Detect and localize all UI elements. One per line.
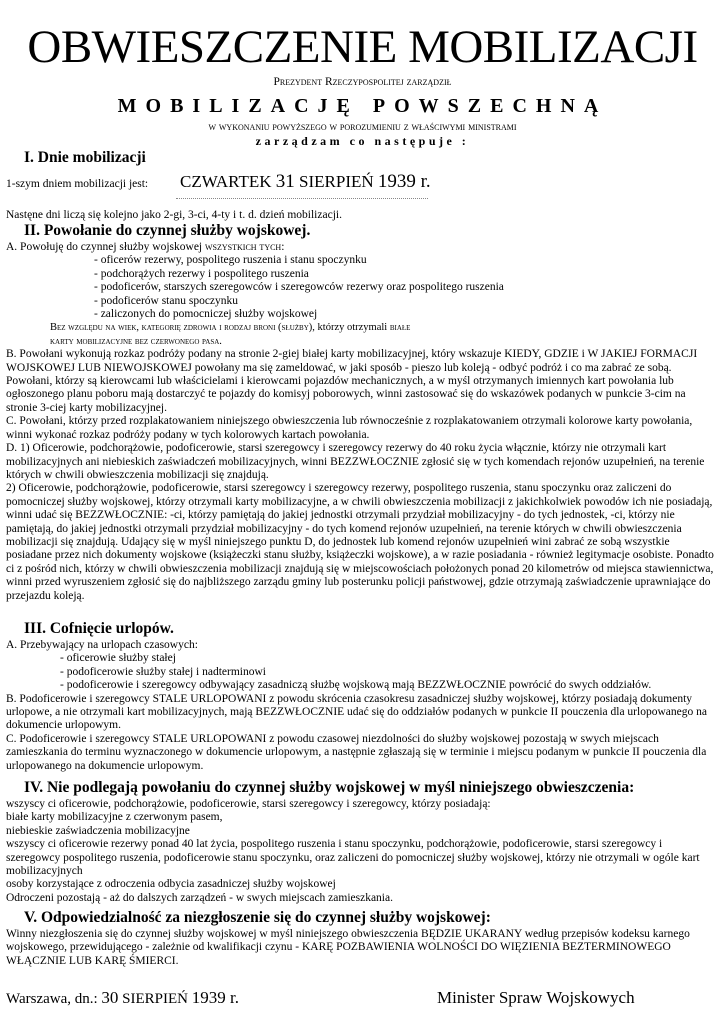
- section4-heading: IV. Nie podlegają powołaniu do czynnej służby wojskowej w myśl niniejszego obwieszczenia:: [24, 779, 635, 796]
- section2-a-note-2: karty mobilizacyjne bez czerwonego pasa.: [50, 335, 222, 347]
- section4-line: wszyscy ci oficerowie rezerwy ponad 40 lat życia, pospolitego ruszenia i stanu spoczynku, podchorążowie, podoficerowie, starsi szeregowcy i szeregowcy pospolitego ruszenia, podoficerowie stanu spoczynku, oraz zaliczeni do pomocniczej służby wojskowej, którzy nie otrzymali w ogóle kart mobilizacyjnych: [6, 838, 700, 878]
- footer-place: Warszawa, dn.:: [6, 991, 102, 1007]
- section3-heading: III. Cofnięcie urlopów.: [24, 620, 174, 637]
- section3-a-intro: A. Przebywający na urlopach czasowych:: [6, 639, 198, 651]
- footer-signature: Minister Spraw Wojskowych: [437, 988, 635, 1007]
- section2-b: B. Powołani wykonują rozkaz podróży podany na stronie 2-giej białej karty mobilizacyjnej, który wskazuje KIEDY, GDZIE i W JAKIEJ FORMACJI WOJSKOWEJ LUB NIEWOJSKOWEJ powołany ma się zameldować, w jaki sposób - pieszo lub koleją - odbyć podróż i co ma zabrać ze sobą. Powołani, którzy są kierowcami lub właścicielami i kierowcami pojazdów mechanicznych, a w myśl otrzymanych imiennych kart powołania lub ogłoszonego planu poboru mają dostarczyć te pojazdy do komisyj poborowych, winni zastosować się do wskazówek podanych w punkcie 3-cim na stronie 3-ciej karty mobilizacyjnej.: [6, 348, 698, 414]
- section2-a-note: Bez względu na wiek, kategorię zdrowia i rodzaj broni (służby), którzy otrzymali białe: [50, 322, 411, 334]
- section2-heading: II. Powołanie do czynnej służby wojskowej.: [24, 222, 311, 239]
- list-item: - zaliczonych do pomocniczej służby wojskowej: [94, 308, 318, 321]
- section4-line: niebieskie zaświadczenia mobilizacyjne: [6, 824, 190, 837]
- section1-heading: I. Dnie mobilizacji: [24, 149, 146, 166]
- list-item: - podoficerowie i szeregowcy odbywający zasadniczą służbę wojskową mają BEZZWŁOCZNIE powrócić do swych oddziałów.: [60, 679, 652, 692]
- poster-title: OBWIESZCZENIE MOBILIZACJI: [27, 21, 698, 73]
- list-item: - podoficerowie służby stałej i nadterminowi: [60, 665, 266, 678]
- list-item: - oficerowie służby stałej: [60, 652, 176, 665]
- list-item: - podoficerów stanu spoczynku: [94, 294, 239, 307]
- date-underline: [176, 198, 428, 199]
- section4-body: [6, 798, 714, 905]
- section5-heading: V. Odpowiedzialność za niezgłoszenie się do czynnej służby wojskowej:: [24, 909, 491, 926]
- section2-d2: 2) Oficerowie, podchorążowie, podoficerowie, starsi szeregowcy i szeregowcy rezerwy, pospolitego ruszenia, stanu spoczynku oraz zaliczeni do pomocniczej służby wojskowej, którzy otrzymali karty mobilizacyjne, a w chwili obwieszczenia mobilizacji z jakichkolwiek powodów ich nie posiadają, winni udać się BEZZWŁOCZNIE: -ci, którzy pamiętają do jakiej jednostki otrzymali przydział mobilizacyjny - do tych jednostek, -ci, którzy nie pamiętają, do jakiej jednostki otrzymali przydział mobilizacyjny - do tych komend rejonów uzupełnień, na terenie których w chwili obwieszczenia mobilizacji się znajdują. Udający się w myśl niniejszego punktu D, do jednostek lub komend rejonów uzupełnień wini zabrać ze sobą wszystkie posiadane przez nich dokumenty wojskowe (książeczki stanu służby, książeczki wojskowe), a w razie posiadania - również legitymacje osobiste. Ponadto ci z pośród nich, którzy w chwili obwieszczenia mobilizacji znajdują się w miejscowościach położonych ponad 20 kilometrów od miejsca stawiennictwa, winni przed wyruszeniem zgłosić się do najbliższego zarządu gminy lub posterunku policji państwowej, gdzie otrzymają zaświadczenie uprawniające do przejazdu koleją.: [6, 482, 714, 602]
- footer-date-month: SIERPIEŃ: [118, 991, 192, 1007]
- section5-body: [6, 928, 714, 968]
- section4-line: Odroczeni pozostają - aż do dalszych zarządzeń - w swych miejscach zamieszkania.: [6, 891, 393, 904]
- section2-body: [6, 241, 714, 603]
- section2-a-intro: A. Powołuję do czynnej służby wojskowej wszystkich tych:: [6, 241, 285, 253]
- section3-b: B. Podoficerowie i szeregowcy STALE URLOPOWANI z powodu skrócenia czasokresu zasadniczej służby wojskowej, którzy posiadają dokumenty urlopowe, a nie otrzymali kart mobilizacyjnych, mają BEZZWŁOCZNIE udać się do oddziałów podanych w punkcie II pouczenia dla urlopowanego na dokumencie urlopowym.: [6, 692, 707, 732]
- section4-line: osoby korzystające z odroczenia odbycia zasadniczej służby wojskowej: [6, 878, 336, 891]
- first-day-number: 31: [275, 171, 295, 192]
- order-line: zarządzam co następuje :: [255, 134, 470, 148]
- first-day-month: SIERPIEŃ: [294, 172, 378, 191]
- section5-text: Winny niezgłoszenia się do czynnej służby wojskowej w myśl niniejszego obwieszczenia BĘDZIE UKARANY według przepisów kodeksu karnego wojskowego, przewidującego - zależnie od kwalifikacji czynu - KARĘ POZBAWIENIA WOLNOŚCI DO WIĘZIENIA BEZTERMINOWEGO WŁĄCZNIE LUB KARĘ ŚMIERCI.: [6, 928, 690, 967]
- section2-c: C. Powołani, którzy przed rozplakatowaniem niniejszego obwieszczenia lub równocześnie z rozplakatowaniem otrzymali kolorowe karty powołania, winni wykonać rozkaz podróży podany w tych kolorowych kartach powołania.: [6, 415, 693, 441]
- footer-place-date: [6, 988, 239, 1008]
- first-day-label: 1-szym dniem mobilizacji jest:: [6, 178, 149, 190]
- next-days-text: Nastęne dni liczą się kolejno jako 2-gi, 3-ci, 4-ty i t. d. dzień mobilizacji.: [6, 209, 342, 221]
- footer-date-number: 30: [101, 988, 119, 1007]
- first-day-year: 1939 r.: [377, 171, 431, 192]
- list-item: - podoficerów, starszych szeregowców i szeregowców rezerwy oraz pospolitego ruszenia: [94, 281, 504, 294]
- section4-line: wszyscy ci oficerowie, podchorążowie, podoficerowie, starsi szeregowcy i szeregowcy, którzy posiadają:: [6, 798, 491, 810]
- section4-line: białe karty mobilizacyjne z czerwonym pasem,: [6, 811, 223, 824]
- section3-body: [6, 639, 714, 773]
- section2-d1: D. 1) Oficerowie, podchorążowie, podoficerowie, starsi szeregowcy i szeregowcy rezerwy do 40 roku życia włącznie, którzy nie otrzymali kart mobilizacyjnych ani niebieskich zaświadczeń mobilizacyjnych, winni BEZZWŁOCZNIE zgłosić się w tych komendach rejonów uzupełnień, na terenie których w chwili obwieszczenia mobilizacji się znajdują.: [6, 442, 705, 481]
- footer-date-year: 1939 r.: [191, 988, 239, 1007]
- president-line: Prezydent Rzeczypospolitej zarządził: [273, 76, 452, 88]
- mobilization-heading: MOBILIZACJĘ POWSZECHNĄ: [117, 95, 608, 117]
- first-day-date: [180, 171, 431, 193]
- execution-line: w wykonaniu powyższego w porozumieniu z właściwymi ministrami: [208, 121, 517, 133]
- list-item: - podchorążych rezerwy i pospolitego ruszenia: [94, 267, 309, 280]
- list-item: - oficerów rezerwy, pospolitego ruszenia i stanu spoczynku: [94, 254, 367, 267]
- section3-c: C. Podoficerowie i szeregowcy STALE URLOPOWANI z powodu czasowej niezdolności do służby wojskowej pozostają w swych miejscach zamieszkania do terminu wyznaczonego w dokumencie urlopowym, a następnie zgłaszają się w terminie i miejscu podanym w punkcie II pouczenia dla urlopowanego na dokumencie urlopowym.: [6, 732, 707, 772]
- first-day-weekday: CZWARTEK: [180, 172, 276, 191]
